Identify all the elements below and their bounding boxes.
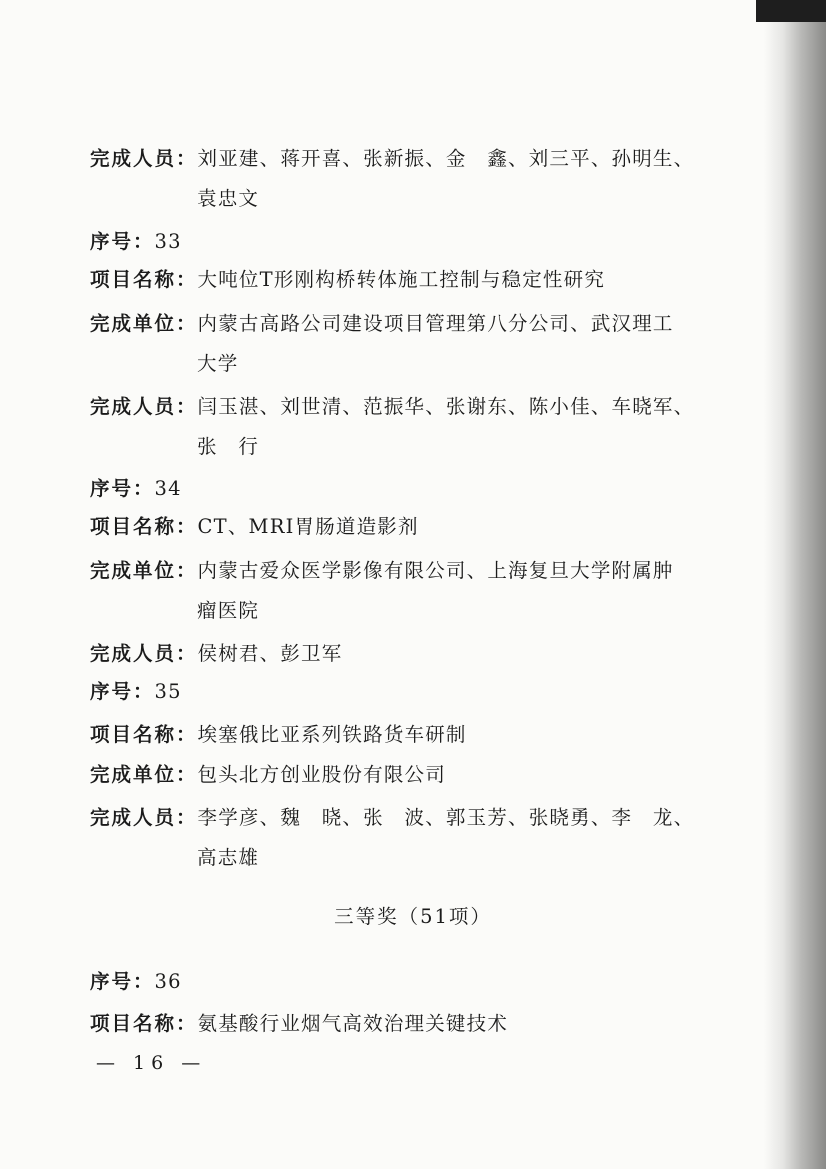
field-value: 内蒙古高路公司建设项目管理第八分公司、武汉理工 [197, 312, 674, 335]
record-line [90, 764, 730, 786]
field-label: 序号： [90, 477, 155, 500]
field-value: CT、MRI胃肠道造影剂 [197, 515, 419, 538]
record-line [90, 231, 730, 253]
field-value: 刘亚建、蒋开喜、张新振、金 鑫、刘三平、孙明生、 [197, 147, 695, 170]
record-line [90, 643, 730, 665]
record-line [90, 516, 730, 538]
field-value: 内蒙古爱众医学影像有限公司、上海复旦大学附属肿 [197, 559, 674, 582]
field-value: 埃塞俄比亚系列铁路货车研制 [197, 723, 467, 746]
field-value-continuation: 瘤医院 [197, 599, 260, 622]
record-line [90, 478, 730, 500]
record-line [90, 807, 730, 829]
field-label: 完成单位： [90, 312, 198, 335]
field-value: 包头北方创业股份有限公司 [197, 763, 446, 786]
field-label: 完成单位： [90, 559, 198, 582]
field-label: 完成人员： [90, 642, 198, 665]
record-line [90, 396, 730, 418]
field-value: 李学彦、魏 晓、张 波、郭玉芳、张晓勇、李 龙、 [197, 806, 695, 829]
field-value: 大吨位T形刚构桥转体施工控制与稳定性研究 [197, 268, 606, 291]
record-line [90, 1013, 730, 1035]
scan-edge-shadow [756, 0, 826, 22]
field-label: 完成单位： [90, 763, 198, 786]
field-value-continuation: 高志雄 [197, 846, 260, 869]
field-value: 闫玉湛、刘世清、范振华、张谢东、陈小佳、车晓军、 [197, 395, 695, 418]
field-label: 序号： [90, 970, 155, 993]
book-spine-shadow [764, 0, 826, 1169]
record-line [90, 560, 730, 582]
field-value: 33 [154, 230, 182, 253]
record-line [90, 313, 730, 335]
field-value: 侯树君、彭卫军 [197, 642, 343, 665]
field-label: 完成人员： [90, 147, 198, 170]
field-value-continuation: 张 行 [197, 435, 260, 458]
record-line [90, 971, 730, 993]
field-label: 项目名称： [90, 723, 198, 746]
record-line [90, 681, 730, 703]
field-value-continuation: 大学 [197, 352, 239, 375]
field-value: 34 [154, 477, 182, 500]
field-label: 序号： [90, 230, 155, 253]
record-line [90, 724, 730, 746]
record-line [90, 269, 730, 291]
field-label: 项目名称： [90, 1012, 198, 1035]
field-value: 36 [154, 970, 182, 993]
field-label: 项目名称： [90, 515, 198, 538]
field-label: 完成人员： [90, 806, 198, 829]
field-label: 项目名称： [90, 268, 198, 291]
record-line [90, 148, 730, 170]
field-value: 35 [154, 680, 182, 703]
field-value-continuation: 袁忠文 [197, 187, 260, 210]
page-number: — 16 — [96, 1052, 207, 1074]
field-label: 序号： [90, 680, 155, 703]
field-label: 完成人员： [90, 395, 198, 418]
field-value: 氨基酸行业烟气高效治理关键技术 [197, 1012, 509, 1035]
section-heading: 三等奖（51项） [334, 905, 492, 928]
